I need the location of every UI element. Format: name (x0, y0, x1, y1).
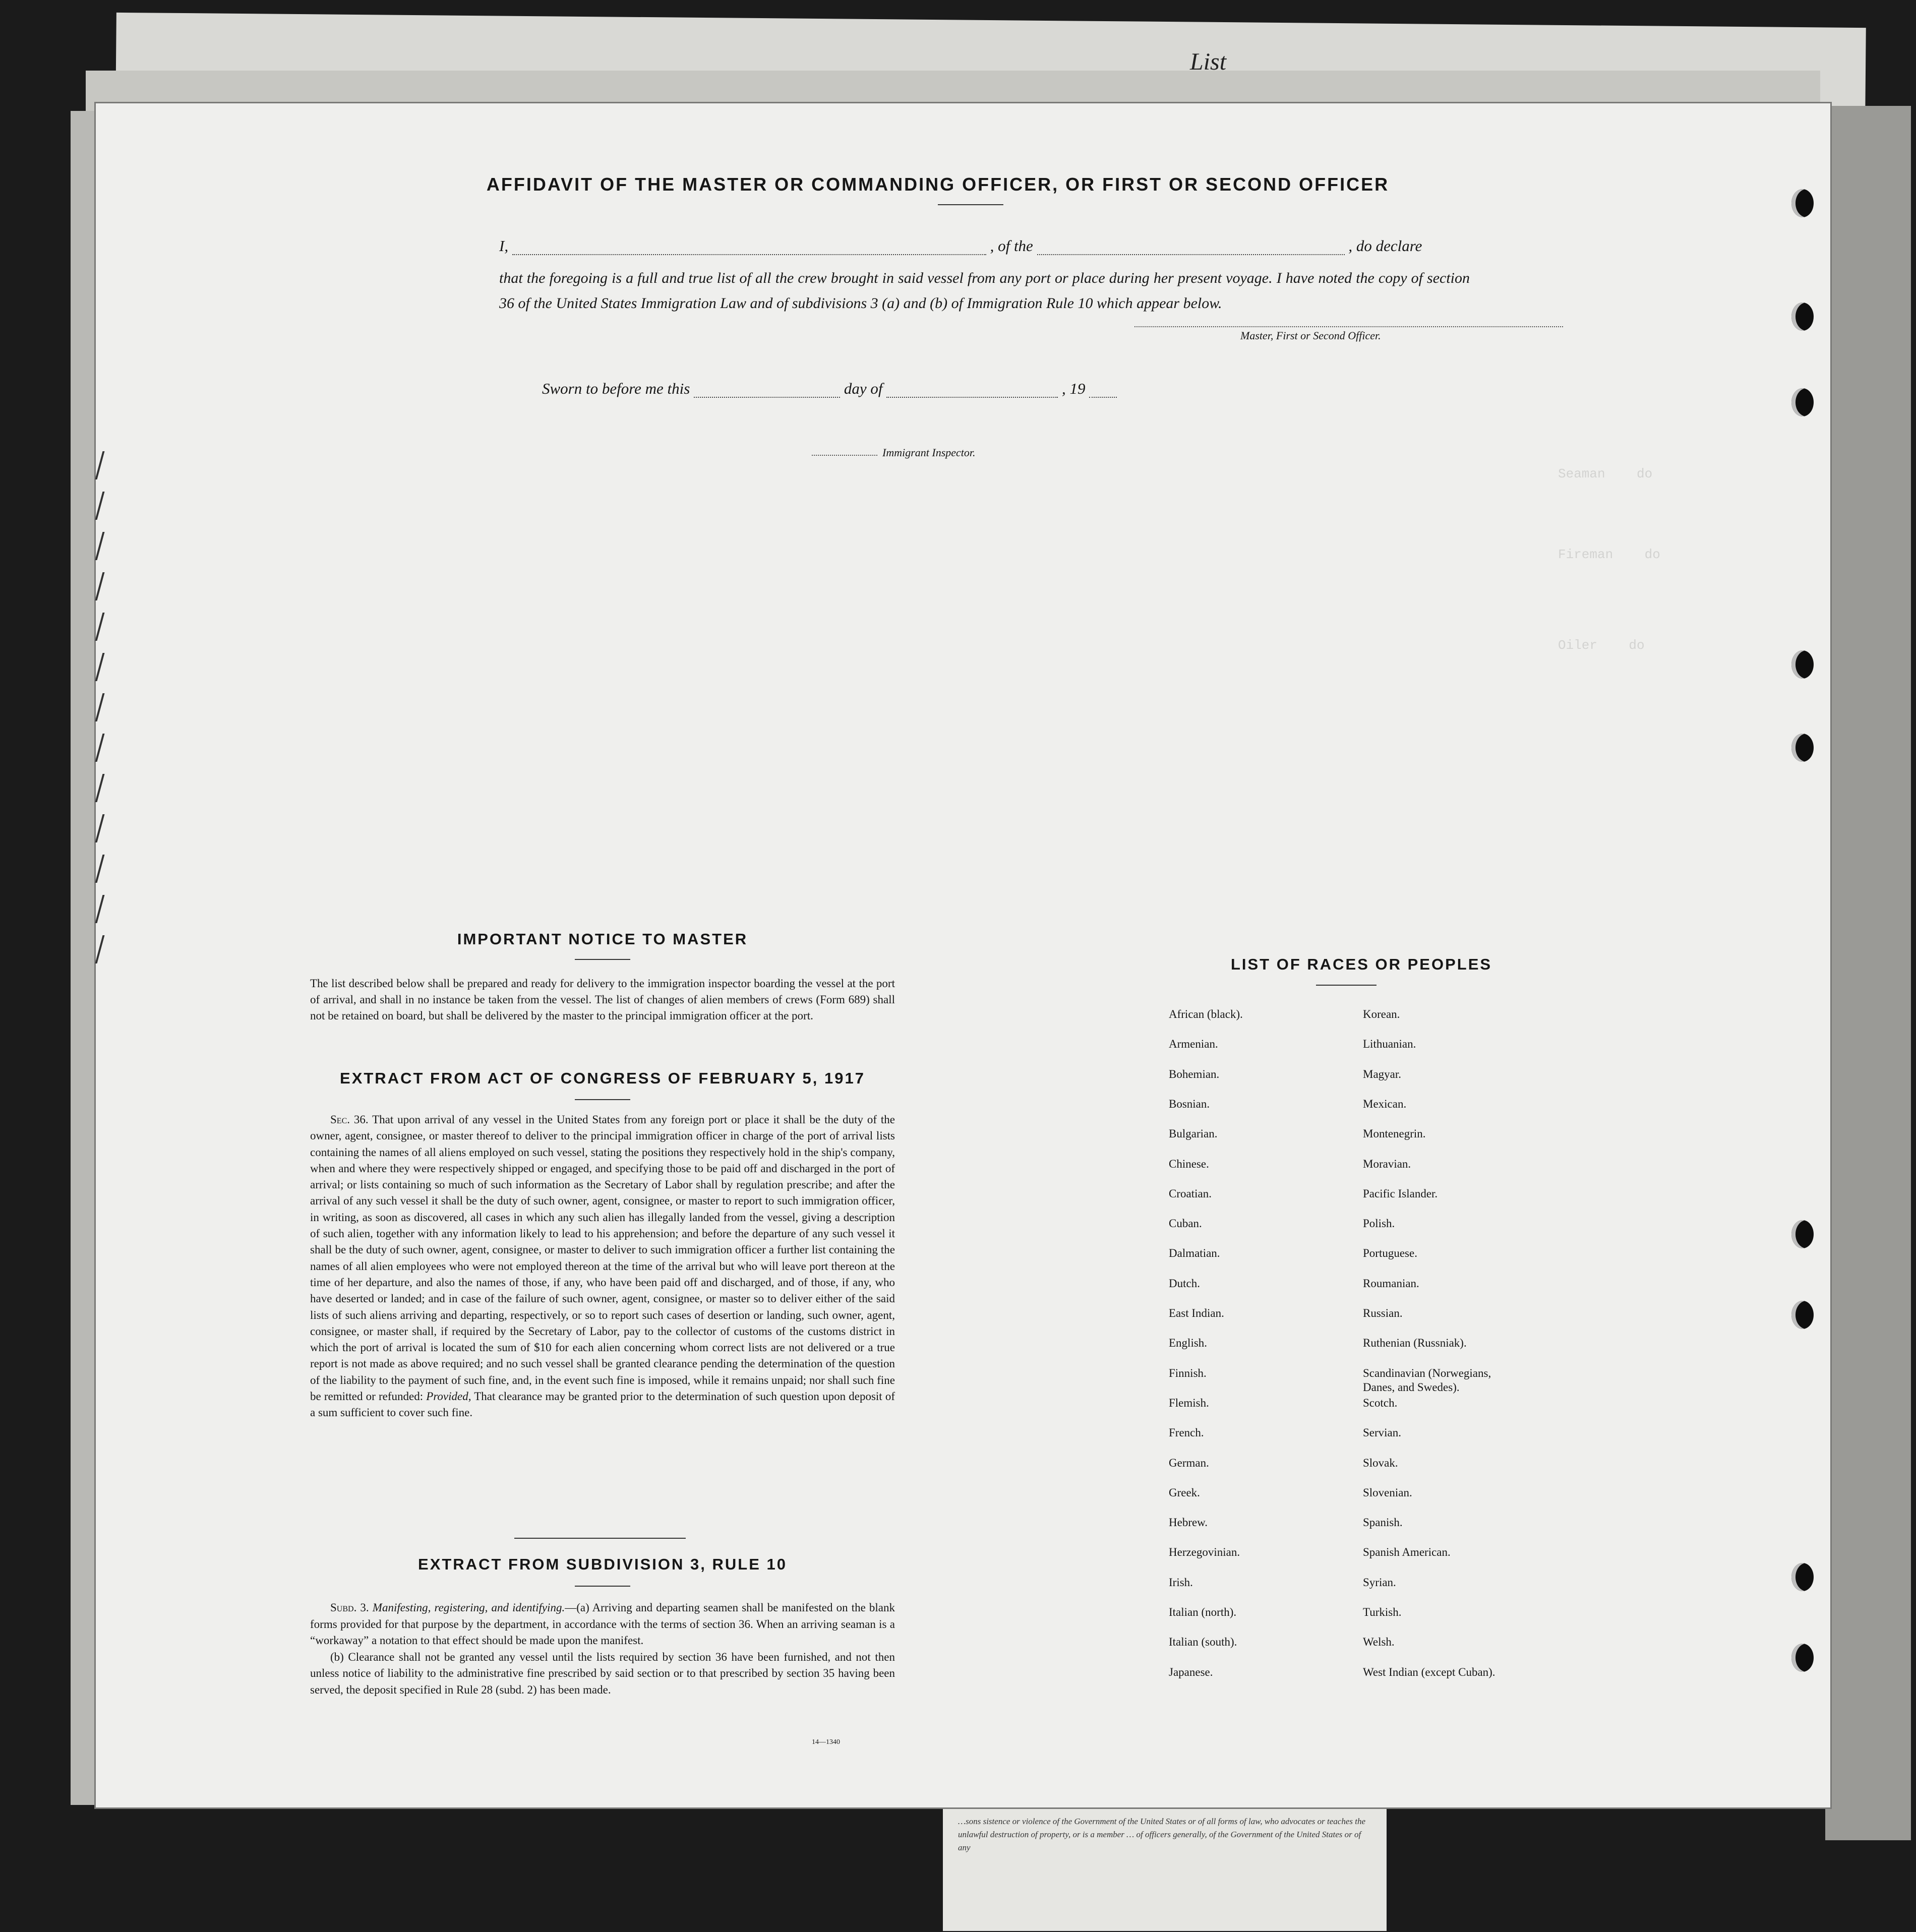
vessel-field[interactable] (1037, 237, 1345, 255)
subd-label: Subd. 3. (330, 1601, 369, 1614)
sec-label: Sec. 36. (330, 1113, 369, 1126)
punch-hole (1791, 650, 1814, 679)
race-item: Greek. (1169, 1486, 1200, 1499)
race-item: Polish. (1363, 1217, 1395, 1230)
title-rule (938, 204, 1003, 205)
master-label: Master, First or Second Officer. (1240, 329, 1381, 342)
sec-text-end: That clearance may be granted prior to the determination of such question upon deposit of a sum sufficient to cover such fine. (310, 1390, 895, 1419)
bleed-through-text: Fireman do (1558, 547, 1660, 562)
sworn-month-field[interactable] (886, 380, 1058, 398)
race-item: West Indian (except Cuban). (1363, 1665, 1495, 1678)
race-item: Chinese. (1169, 1157, 1209, 1170)
race-item: Welsh. (1363, 1636, 1395, 1649)
extract-act-text (310, 1112, 895, 1421)
punch-hole (1791, 1563, 1814, 1591)
notice-title: IMPORTANT NOTICE TO MASTER (457, 930, 748, 948)
race-item: Armenian. (1169, 1038, 1218, 1051)
race-item: Moravian. (1363, 1157, 1411, 1170)
affidavit-body: that the foregoing is a full and true list of all the crew brought in said vessel from any port or place during her present voyage. I have noted the copy of section 36 of the United States Immigration Law and of subdivisions 3 (a) and (b) of Immigration Rule 10 which appear below. (499, 270, 1470, 312)
race-item: French. (1169, 1426, 1204, 1439)
of-the-label: , of the (990, 237, 1033, 255)
affidavit-title: AFFIDAVIT OF THE MASTER OR COMMANDING OFFICER, OR FIRST OR SECOND OFFICER (486, 174, 1390, 195)
race-item: Roumanian. (1363, 1277, 1419, 1290)
sec-text: That upon arrival of any vessel in the United States from any foreign port or place it shall be the duty of the owner, agent, consignee, or master thereof to deliver to the principal immigration officer in charge of the port of arrival lists containing the names of all aliens employed on such vessel, stating the positions they respectively hold in the ship's company, when and where they were respectively shipped or engaged, and specifying those to be paid off and discharged in the port of arrival; or lists containing so much of such information as the Secretary of Labor shall by regulation prescribe; and after the arrival of any such vessel it shall be the duty of such owner, agent, consignee, or master to report to such immigration officer, in writing, as soon as discovered, all cases in which any such alien has illegally landed from the vessel, giving a description of such alien, together with any information likely to lead to his apprehension; and before the departure of any such vessel it shall be the duty of such owner, agent, consignee, or master to deliver to such immigration officer a further list containing the names of all alien employees who were not employed thereon at the time of the arrival but who will leave port thereon at the time of her departure, and also the names of those, if any, who have been paid off and discharged, and of those, if any, who have deserted or landed; and in case of the failure of such owner, agent, consignee, or master so to deliver either of the said lists of such aliens arriving and departing, respectively, or so to report such cases of desertion or landing, such owner, agent, consignee, or master shall, if required by the Secretary of Labor, pay to the collector of customs of the customs district in which the port of arrival is located the sum of $10 for each alien concerning whom correct lists are not delivered or a true report is not made as above required; and no such vessel shall be granted clearance pending the determination of the question of the liability to the payment of such fine, and, in the event such fine is imposed, while it remains unpaid; nor shall such fine be remitted or refunded: (310, 1113, 895, 1403)
race-item: Italian (north). (1169, 1606, 1237, 1618)
race-item: Italian (south). (1169, 1636, 1237, 1649)
race-item: Russian. (1363, 1307, 1403, 1319)
affidavit-declaration-line (499, 237, 1568, 255)
race-item: Dutch. (1169, 1277, 1200, 1290)
extract-act-title: EXTRACT FROM ACT OF CONGRESS OF FEBRUARY 5, 1917 (340, 1069, 865, 1087)
subd-paragraph-a (310, 1600, 895, 1649)
section-divider (514, 1538, 686, 1539)
race-item: Ruthenian (Russniak). (1363, 1337, 1467, 1350)
race-item: Irish. (1169, 1576, 1193, 1589)
race-item: Scotch. (1363, 1396, 1398, 1409)
sworn-line (542, 380, 1117, 398)
right-edge-sheet (1825, 106, 1911, 1840)
bleed-through-text: Oiler do (1558, 638, 1645, 653)
race-item: Croatian. (1169, 1187, 1212, 1200)
race-item: English. (1169, 1337, 1208, 1350)
extract-act-rule (575, 1099, 630, 1100)
race-item: Pacific Islander. (1363, 1187, 1438, 1200)
race-item: Japanese. (1169, 1665, 1213, 1678)
bleed-through-text: Seaman do (1558, 466, 1653, 481)
race-item: Servian. (1363, 1426, 1402, 1439)
race-item: Finnish. (1169, 1366, 1207, 1379)
race-item: East Indian. (1169, 1307, 1224, 1319)
race-item: Magyar. (1363, 1067, 1402, 1080)
declare-label: , do declare (1348, 237, 1422, 255)
race-item: Hebrew. (1169, 1516, 1208, 1529)
punch-hole (1791, 303, 1814, 331)
race-item: Slovak. (1363, 1456, 1398, 1469)
para-a: —(a) Arriving and departing seamen shall be manifested on the blank forms provided for that purpose by the department, in accordance with the terms of section 36. When an arriving seaman is a “workaway” a notation to that effect should be made upon the manifest. (310, 1601, 895, 1647)
race-item: Lithuanian. (1363, 1038, 1416, 1051)
extract-rule-title: EXTRACT FROM SUBDIVISION 3, RULE 10 (418, 1555, 787, 1573)
race-item: Portuguese. (1363, 1247, 1417, 1260)
race-item: Herzegovinian. (1169, 1546, 1240, 1559)
race-item: Spanish American. (1363, 1546, 1451, 1559)
race-item: Syrian. (1363, 1576, 1396, 1589)
name-field[interactable] (512, 237, 986, 255)
race-item: Slovenian. (1363, 1486, 1412, 1499)
punch-hole (1791, 1220, 1814, 1248)
punch-hole (1791, 189, 1814, 217)
race-item: Flemish. (1169, 1396, 1209, 1409)
race-item: Bulgarian. (1169, 1127, 1218, 1140)
inspector-signature-line[interactable] (812, 455, 877, 456)
sworn-label: Sworn to before me this (542, 380, 690, 397)
sworn-day-field[interactable] (694, 380, 840, 398)
punch-hole (1791, 388, 1814, 416)
race-item: Dalmatian. (1169, 1247, 1220, 1260)
extract-rule-rule (575, 1586, 630, 1587)
races-title: LIST OF RACES OR PEOPLES (1230, 955, 1492, 973)
race-item: African (black). (1169, 1008, 1243, 1020)
race-item: Spanish. (1363, 1516, 1403, 1529)
provided-label: Provided, (426, 1390, 471, 1403)
inspector-label: Immigrant Inspector. (882, 446, 976, 459)
year-label: , 19 (1061, 380, 1086, 397)
race-item: Turkish. (1363, 1606, 1402, 1618)
punch-hole (1791, 1644, 1814, 1672)
race-item: Mexican. (1363, 1097, 1407, 1110)
i-label: I, (499, 237, 509, 255)
document-page (96, 103, 1830, 1807)
race-item: German. (1169, 1456, 1209, 1469)
races-rule (1316, 985, 1376, 986)
extract-rule-text (310, 1600, 895, 1698)
notice-text: The list described below shall be prepared and ready for delivery to the immigration inspector boarding the vessel at the port of arrival, and shall in no instance be taken from the vessel. The list of changes of alien members of crews (Form 689) shall not be retained on board, but shall be delivered by the master to the principal immigration officer at the port. (310, 977, 895, 1022)
punch-hole (1791, 1301, 1814, 1329)
form-number: 14—1340 (812, 1738, 840, 1746)
day-of-label: day of (844, 380, 883, 397)
master-signature-line[interactable] (1134, 325, 1563, 327)
race-item: Montenegrin. (1363, 1127, 1426, 1140)
notice-rule (575, 959, 630, 960)
race-item: Bosnian. (1169, 1097, 1210, 1110)
bottom-underlying-sheet: …sons sistence or violence of the Government of the United States or of all forms of law, who advocates or teaches the unlawful destruction of property, or is a member … of officers generally, of the Government of the United States or of any (943, 1805, 1387, 1931)
race-item: Scandinavian (Norwegians, Danes, and Swedes). (1363, 1366, 1491, 1394)
race-item: Cuban. (1169, 1217, 1202, 1230)
sworn-year-field[interactable] (1089, 380, 1117, 398)
race-item: Bohemian. (1169, 1067, 1220, 1080)
subd-paragraph-b: (b) Clearance shall not be granted any vessel until the lists required by section 36 have been furnished, and not then unless notice of liability to the administrative fine prescribed by said section or to that prescribed by section 35 having been served, the deposit specified in Rule 28 (subd. 2) has been made. (310, 1650, 895, 1696)
punch-hole (1791, 734, 1814, 762)
subd-heading: Manifesting, registering, and identifying. (372, 1601, 565, 1614)
list-label: List (1190, 48, 1227, 75)
race-item: Korean. (1363, 1008, 1400, 1020)
